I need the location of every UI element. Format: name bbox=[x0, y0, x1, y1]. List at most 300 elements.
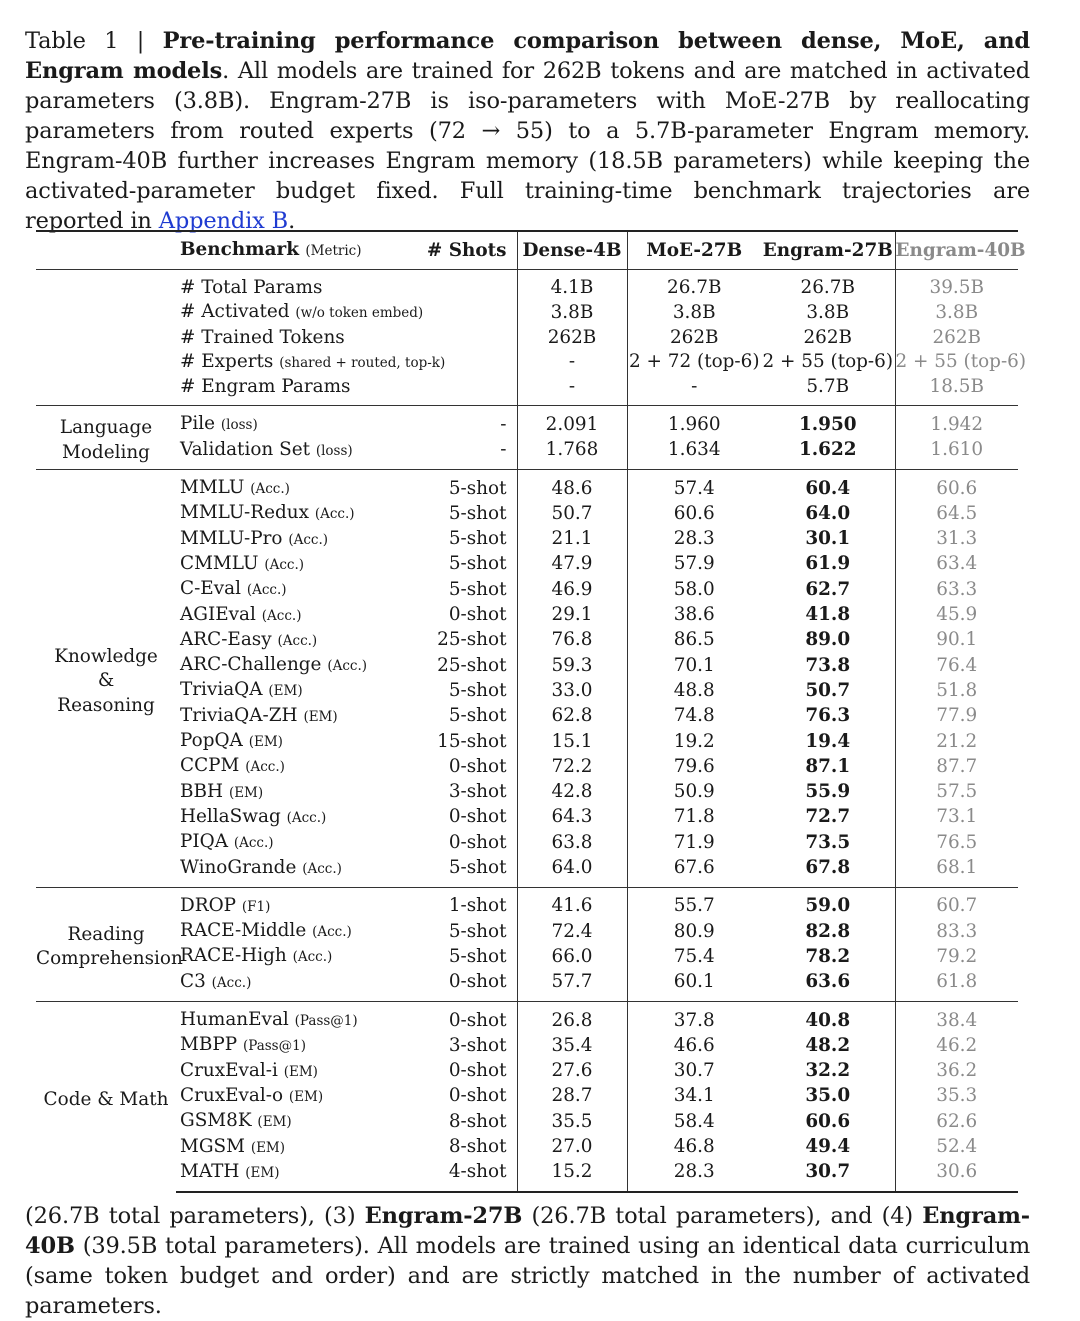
benchmark-name: C3 bbox=[180, 970, 206, 992]
caption-label: Table 1 | bbox=[25, 28, 163, 54]
shots-cell: 5-shot bbox=[412, 577, 517, 602]
benchmark-metric: (Acc.) bbox=[246, 582, 287, 599]
benchmark-cell bbox=[176, 527, 412, 552]
shots-cell bbox=[412, 300, 517, 325]
benchmark-cell bbox=[176, 438, 412, 470]
value-cell: 18.5B bbox=[929, 376, 984, 398]
shots-cell: 0-shot bbox=[412, 1002, 517, 1034]
table-row bbox=[36, 780, 1018, 805]
benchmark-name: CruxEval-o bbox=[180, 1084, 284, 1106]
benchmark-metric: (Acc.) bbox=[302, 860, 342, 877]
value-cell: 49.4 bbox=[761, 1135, 895, 1160]
benchmark-cell bbox=[176, 830, 412, 855]
benchmark-metric: (EM) bbox=[245, 1164, 280, 1181]
category-label: Comprehension bbox=[36, 948, 183, 970]
value-cell: 80.9 bbox=[673, 920, 715, 942]
benchmark-metric: (EM) bbox=[228, 784, 264, 801]
benchmark-name: MMLU bbox=[180, 477, 245, 499]
value-cell: 63.8 bbox=[517, 830, 627, 855]
value-cell: 55.7 bbox=[627, 887, 761, 919]
benchmark-cell bbox=[176, 603, 412, 628]
config-note: (shared + routed, top-k) bbox=[279, 354, 446, 371]
shots-cell: 5-shot bbox=[412, 470, 517, 502]
value-cell: 27.6 bbox=[517, 1059, 627, 1084]
value-cell: 45.9 bbox=[936, 604, 978, 626]
benchmark-metric: (Acc.) bbox=[250, 481, 290, 498]
caption-text: . All models are trained for 262B tokens and are matched in activated parameters (3.8B). Engram-27B is iso-parameters with MoE-27B by reallocating parameters from routed experts (72 → 55) to a 5.7B-parameter Engram memory. Engram-40B further increases Engram memory (18.5B parameters) while keeping the activated-parameter budget fixed. Full training-time benchmark trajectories are reported in bbox=[25, 58, 1030, 234]
benchmark-name: MMLU-Redux bbox=[180, 502, 309, 524]
results-table bbox=[36, 230, 1027, 1193]
benchmark-name: CMMLU bbox=[180, 552, 259, 574]
value-cell: 50.7 bbox=[761, 678, 895, 703]
value-cell: 63.6 bbox=[761, 970, 895, 1002]
value-cell: 79.6 bbox=[673, 755, 715, 777]
value-cell: 73.1 bbox=[936, 806, 978, 828]
value-cell: 72.2 bbox=[517, 754, 627, 779]
category-cell bbox=[36, 326, 176, 350]
benchmark-metric: (Acc.) bbox=[264, 556, 305, 573]
value-cell: 46.9 bbox=[517, 577, 627, 602]
value-cell: 26.7B bbox=[627, 270, 761, 301]
shots-cell: 5-shot bbox=[412, 704, 517, 729]
table-row bbox=[36, 628, 1018, 653]
value-cell: 74.8 bbox=[673, 705, 715, 727]
value-cell: 15.1 bbox=[517, 729, 627, 754]
shots-cell bbox=[412, 270, 517, 301]
value-cell: 61.8 bbox=[936, 971, 978, 993]
category-label: Code & Math bbox=[43, 1088, 169, 1110]
shots-cell: 0-shot bbox=[412, 1084, 517, 1109]
shots-cell bbox=[412, 375, 517, 406]
value-cell: 31.3 bbox=[936, 528, 978, 550]
benchmark-name: ARC-Easy bbox=[180, 628, 272, 650]
benchmark-metric: (Acc.) bbox=[211, 974, 252, 991]
value-cell: 262B bbox=[517, 326, 627, 350]
value-cell: 262B bbox=[932, 326, 982, 348]
benchmark-cell bbox=[176, 406, 412, 438]
table-row bbox=[36, 704, 1018, 729]
config-name-cell bbox=[176, 270, 412, 301]
value-cell: 60.6 bbox=[673, 502, 715, 524]
benchmark-name: Pile bbox=[180, 413, 216, 435]
category-cell bbox=[36, 350, 176, 375]
header-model: Engram-27B bbox=[761, 231, 895, 270]
value-cell: 58.4 bbox=[673, 1110, 715, 1132]
value-cell: 33.0 bbox=[517, 678, 627, 703]
benchmark-metric: (EM) bbox=[288, 1088, 324, 1105]
value-cell: 47.9 bbox=[517, 552, 627, 577]
value-cell: 37.8 bbox=[627, 1002, 761, 1034]
value-cell: 75.4 bbox=[673, 945, 715, 967]
category-cell bbox=[36, 470, 176, 888]
benchmark-cell bbox=[176, 1059, 412, 1084]
config-name-cell bbox=[176, 300, 424, 325]
table-row bbox=[36, 1084, 1018, 1109]
value-cell: 35.5 bbox=[517, 1109, 627, 1134]
value-cell: 2 + 55 (top-6) bbox=[895, 351, 1027, 373]
table-header-row bbox=[36, 231, 1018, 270]
value-cell: 78.2 bbox=[761, 944, 895, 969]
benchmark-metric: (Pass@1) bbox=[294, 1013, 358, 1030]
category-cell bbox=[36, 406, 176, 470]
table-row bbox=[36, 678, 1018, 703]
value-cell: 1.950 bbox=[761, 406, 895, 438]
benchmark-cell bbox=[176, 856, 412, 888]
shots-cell: 4-shot bbox=[412, 1160, 517, 1192]
shots-cell: 0-shot bbox=[412, 1059, 517, 1084]
table-row bbox=[36, 944, 1018, 969]
shots-cell: 5-shot bbox=[412, 856, 517, 888]
benchmark-name: Validation Set bbox=[180, 438, 310, 460]
table-row bbox=[36, 754, 1018, 779]
benchmark-name: AGIEval bbox=[180, 603, 256, 625]
header-model: MoE-27B bbox=[627, 231, 761, 270]
value-cell: 73.8 bbox=[761, 653, 895, 678]
value-cell: 28.3 bbox=[673, 528, 715, 550]
benchmark-metric: (Pass@1) bbox=[242, 1038, 306, 1055]
shots-cell: - bbox=[412, 406, 517, 438]
value-cell: 1.634 bbox=[667, 439, 721, 461]
table-row bbox=[36, 653, 1018, 678]
shots-cell bbox=[412, 326, 517, 350]
benchmark-name: C-Eval bbox=[180, 578, 241, 600]
shots-cell: 0-shot bbox=[412, 805, 517, 830]
benchmark-metric: (Acc.) bbox=[245, 759, 285, 776]
benchmark-cell bbox=[176, 805, 412, 830]
table-row bbox=[36, 527, 1018, 552]
category-label: Modeling bbox=[62, 441, 150, 463]
benchmark-metric: (EM) bbox=[303, 708, 338, 725]
shots-cell: 5-shot bbox=[412, 919, 517, 944]
benchmark-metric: (loss) bbox=[220, 417, 258, 434]
benchmark-name: GSM8K bbox=[180, 1110, 252, 1132]
value-cell: 72.4 bbox=[517, 919, 627, 944]
benchmark-name: MMLU-Pro bbox=[180, 527, 283, 549]
shots-cell: 0-shot bbox=[412, 970, 517, 1002]
value-cell: 26.7B bbox=[761, 270, 895, 301]
value-cell: 1.960 bbox=[627, 406, 761, 438]
config-row bbox=[36, 270, 1018, 301]
shots-cell: 25-shot bbox=[412, 653, 517, 678]
header-benchmark: Benchmark (Metric) bbox=[176, 231, 412, 270]
value-cell: 62.7 bbox=[761, 577, 895, 602]
value-cell: 68.1 bbox=[936, 857, 978, 879]
value-cell: 42.8 bbox=[517, 780, 627, 805]
table-row bbox=[36, 577, 1018, 602]
value-cell: 71.9 bbox=[673, 831, 715, 853]
value-cell: 28.3 bbox=[627, 1160, 761, 1192]
shots-cell: 15-shot bbox=[412, 729, 517, 754]
value-cell: 40.8 bbox=[761, 1002, 895, 1034]
benchmark-cell bbox=[176, 552, 412, 577]
value-cell: 77.9 bbox=[936, 705, 978, 727]
value-cell: 1.768 bbox=[517, 438, 627, 470]
value-cell: 87.7 bbox=[936, 755, 978, 777]
value-cell: 86.5 bbox=[673, 629, 715, 651]
value-cell: 34.1 bbox=[673, 1085, 715, 1107]
value-cell: 60.6 bbox=[761, 1109, 895, 1134]
value-cell: 52.4 bbox=[936, 1136, 978, 1157]
value-cell: 30.6 bbox=[895, 1160, 1018, 1192]
value-cell: 46.6 bbox=[673, 1034, 715, 1056]
shots-cell: 0-shot bbox=[412, 603, 517, 628]
benchmark-cell bbox=[176, 780, 412, 805]
value-cell: 1.610 bbox=[930, 439, 984, 461]
value-cell: 64.3 bbox=[517, 805, 627, 830]
category-cell bbox=[36, 887, 183, 1001]
table-row bbox=[36, 406, 1018, 438]
benchmark-name: MGSM bbox=[180, 1135, 245, 1157]
table-row bbox=[36, 438, 1018, 470]
value-cell: - bbox=[517, 375, 627, 406]
value-cell: 27.0 bbox=[517, 1135, 627, 1160]
benchmark-name: WinoGrande bbox=[180, 856, 297, 878]
benchmark-cell bbox=[176, 1002, 412, 1034]
benchmark-cell bbox=[176, 678, 412, 703]
benchmark-metric: (EM) bbox=[283, 1063, 318, 1080]
value-cell: 72.7 bbox=[761, 805, 895, 830]
table-row bbox=[36, 1033, 1018, 1058]
benchmark-cell bbox=[176, 729, 412, 754]
value-cell: 41.8 bbox=[761, 603, 895, 628]
shots-cell: 0-shot bbox=[412, 754, 517, 779]
benchmark-name: TriviaQA-ZH bbox=[180, 704, 298, 726]
value-cell: 2 + 72 (top-6) bbox=[628, 351, 760, 373]
value-cell: 57.4 bbox=[627, 470, 761, 502]
benchmark-metric: (EM) bbox=[257, 1114, 292, 1131]
header-shots: # Shots bbox=[412, 231, 517, 270]
value-cell: 30.7 bbox=[761, 1160, 895, 1192]
category-label: Language bbox=[59, 417, 153, 439]
table-body bbox=[36, 270, 1027, 1193]
table-row bbox=[36, 501, 1018, 526]
value-cell: 50.9 bbox=[673, 781, 715, 803]
value-cell: 83.3 bbox=[936, 920, 978, 942]
value-cell: 60.6 bbox=[895, 470, 1018, 502]
value-cell: 59.0 bbox=[761, 887, 895, 919]
benchmark-cell bbox=[176, 501, 412, 526]
value-cell: 64.0 bbox=[761, 501, 895, 526]
category-label: Knowledge bbox=[54, 646, 158, 667]
table-row bbox=[36, 1002, 1018, 1034]
value-cell: 5.7B bbox=[761, 375, 895, 406]
value-cell: 63.4 bbox=[936, 553, 978, 575]
value-cell: 59.3 bbox=[517, 653, 627, 678]
config-row bbox=[36, 350, 1018, 375]
shots-cell: 25-shot bbox=[412, 628, 517, 653]
value-cell: 30.7 bbox=[673, 1060, 715, 1082]
shots-cell: 5-shot bbox=[412, 552, 517, 577]
value-cell: 70.1 bbox=[673, 654, 715, 676]
value-cell: 3.8B bbox=[935, 301, 979, 323]
benchmark-metric: (Acc.) bbox=[277, 632, 318, 649]
table-row bbox=[36, 1109, 1018, 1134]
caption-title: Pre-training performance comparison between dense, MoE, and Engram models bbox=[25, 28, 1030, 84]
benchmark-cell bbox=[176, 1084, 412, 1109]
value-cell: 3.8B bbox=[517, 300, 627, 325]
shots-cell: 8-shot bbox=[412, 1135, 517, 1160]
benchmark-cell bbox=[176, 887, 412, 919]
benchmark-cell bbox=[176, 970, 412, 1002]
table-row bbox=[36, 1135, 1018, 1160]
benchmark-name: CruxEval-i bbox=[180, 1059, 278, 1081]
shots-cell: 1-shot bbox=[412, 887, 517, 919]
value-cell: 64.5 bbox=[936, 502, 978, 524]
value-cell: - bbox=[691, 376, 698, 398]
shots-cell: 5-shot bbox=[412, 944, 517, 969]
value-cell: 19.4 bbox=[761, 729, 895, 754]
value-cell: 76.5 bbox=[936, 831, 978, 853]
value-cell: 4.1B bbox=[517, 270, 627, 301]
config-name-cell bbox=[176, 326, 412, 350]
benchmark-name: MBPP bbox=[180, 1034, 238, 1056]
benchmark-name: PopQA bbox=[180, 730, 243, 752]
value-cell: 63.3 bbox=[936, 578, 978, 600]
table-row bbox=[36, 887, 1018, 919]
benchmark-metric: (EM) bbox=[248, 734, 283, 751]
value-cell: 58.0 bbox=[673, 578, 715, 600]
value-cell: 28.7 bbox=[517, 1084, 627, 1109]
benchmark-name: MATH bbox=[180, 1160, 240, 1182]
table-row bbox=[36, 1059, 1018, 1084]
value-cell: 60.1 bbox=[673, 971, 715, 993]
value-cell: 2.091 bbox=[517, 406, 627, 438]
table-row bbox=[36, 470, 1018, 502]
benchmark-metric: (Acc.) bbox=[286, 809, 327, 826]
config-name: # Engram Params bbox=[180, 376, 351, 398]
body-paragraph: (26.7B total parameters), (3) Engram-27B (26.7B total parameters), and (4) Engram-40B (39.5B total parameters). All models are trained using an identical data curriculum (same token budget and order) and are strictly matched in the number of activated parameters. bbox=[25, 1203, 1030, 1319]
benchmark-name: RACE-Middle bbox=[180, 920, 307, 942]
value-cell: 48.6 bbox=[517, 470, 627, 502]
config-name-cell bbox=[176, 375, 412, 406]
value-cell: 1.622 bbox=[761, 438, 895, 470]
value-cell: 50.7 bbox=[517, 501, 627, 526]
shots-cell: 0-shot bbox=[412, 830, 517, 855]
benchmark-cell bbox=[176, 754, 412, 779]
value-cell: 62.8 bbox=[517, 704, 627, 729]
benchmark-cell bbox=[176, 1109, 412, 1134]
value-cell: 46.8 bbox=[673, 1136, 715, 1157]
benchmark-cell bbox=[176, 628, 412, 653]
value-cell: 76.8 bbox=[517, 628, 627, 653]
value-cell: 71.8 bbox=[673, 806, 715, 828]
value-cell: 262B bbox=[669, 326, 719, 348]
config-row bbox=[36, 326, 1018, 350]
benchmark-name: HumanEval bbox=[180, 1009, 289, 1031]
value-cell: 60.4 bbox=[761, 470, 895, 502]
benchmark-metric: (Acc.) bbox=[233, 835, 274, 852]
value-cell: 35.0 bbox=[761, 1084, 895, 1109]
value-cell: 51.8 bbox=[936, 679, 978, 701]
value-cell: 57.5 bbox=[936, 781, 978, 803]
benchmark-cell bbox=[176, 704, 412, 729]
category-cell bbox=[36, 375, 176, 406]
benchmark-name: RACE-High bbox=[180, 945, 287, 967]
value-cell: 89.0 bbox=[761, 628, 895, 653]
shots-cell: 3-shot bbox=[412, 1033, 517, 1058]
value-cell: 79.2 bbox=[936, 945, 978, 967]
value-cell: 35.4 bbox=[517, 1033, 627, 1058]
benchmark-cell bbox=[176, 577, 412, 602]
table-row bbox=[36, 970, 1018, 1002]
table-row bbox=[36, 1160, 1018, 1192]
value-cell: 38.6 bbox=[673, 604, 715, 626]
benchmark-metric: (Acc.) bbox=[261, 607, 302, 624]
table-row bbox=[36, 805, 1018, 830]
benchmark-name: HellaSwag bbox=[180, 805, 281, 827]
config-name: # Trained Tokens bbox=[180, 326, 345, 348]
value-cell: 87.1 bbox=[761, 754, 895, 779]
benchmark-metric: (Acc.) bbox=[314, 506, 355, 523]
value-cell: 19.2 bbox=[673, 730, 715, 752]
value-cell: 262B bbox=[761, 326, 895, 350]
value-cell: 38.4 bbox=[895, 1002, 1018, 1034]
value-cell: 48.2 bbox=[761, 1033, 895, 1058]
benchmark-name: BBH bbox=[180, 780, 224, 802]
config-row bbox=[36, 300, 1018, 325]
category-label: Reading bbox=[67, 924, 145, 946]
shots-cell: 8-shot bbox=[412, 1109, 517, 1134]
value-cell: 66.0 bbox=[517, 944, 627, 969]
config-name: # Experts bbox=[180, 350, 274, 372]
value-cell: 62.6 bbox=[936, 1110, 978, 1132]
value-cell: 76.4 bbox=[936, 654, 978, 676]
value-cell: - bbox=[517, 350, 627, 375]
benchmark-name: ARC-Challenge bbox=[180, 654, 322, 676]
value-cell: 82.8 bbox=[761, 919, 895, 944]
category-label: Reasoning bbox=[57, 694, 155, 716]
table-row bbox=[36, 729, 1018, 754]
benchmark-cell bbox=[176, 1033, 412, 1058]
benchmark-cell bbox=[176, 919, 412, 944]
config-name: # Total Params bbox=[180, 277, 323, 298]
benchmark-metric: (Acc.) bbox=[312, 924, 352, 941]
benchmark-metric: (loss) bbox=[315, 442, 353, 459]
value-cell: 41.6 bbox=[517, 887, 627, 919]
value-cell: 46.2 bbox=[936, 1034, 978, 1056]
category-cell bbox=[36, 300, 176, 325]
value-cell: 15.2 bbox=[517, 1160, 627, 1192]
shots-cell: 5-shot bbox=[412, 678, 517, 703]
category-label: & bbox=[97, 670, 115, 692]
value-cell: 32.2 bbox=[761, 1059, 895, 1084]
benchmark-name: PIQA bbox=[180, 831, 228, 853]
table-row bbox=[36, 919, 1018, 944]
value-cell: 64.0 bbox=[517, 856, 627, 888]
table-row bbox=[36, 603, 1018, 628]
benchmark-metric: (Acc.) bbox=[288, 531, 329, 548]
benchmark-name: TriviaQA bbox=[180, 679, 263, 701]
shots-cell: 3-shot bbox=[412, 780, 517, 805]
category-cell bbox=[36, 270, 176, 301]
caption-end: . bbox=[288, 208, 296, 234]
value-cell: 57.7 bbox=[517, 970, 627, 1002]
value-cell: 3.8B bbox=[672, 301, 716, 323]
benchmark-cell bbox=[176, 1135, 412, 1160]
shots-cell: 5-shot bbox=[412, 527, 517, 552]
value-cell: 21.1 bbox=[517, 527, 627, 552]
value-cell: 36.2 bbox=[936, 1060, 978, 1082]
config-row bbox=[36, 375, 1018, 406]
benchmark-cell bbox=[176, 470, 412, 502]
header-model: Dense-4B bbox=[517, 231, 627, 270]
config-note: (w/o token embed) bbox=[295, 305, 424, 322]
benchmark-name: CCPM bbox=[180, 755, 240, 777]
benchmark-name: DROP bbox=[180, 894, 237, 916]
benchmark-cell bbox=[176, 653, 412, 678]
appendix-link[interactable]: Appendix B bbox=[158, 208, 289, 234]
value-cell: 60.7 bbox=[895, 887, 1018, 919]
